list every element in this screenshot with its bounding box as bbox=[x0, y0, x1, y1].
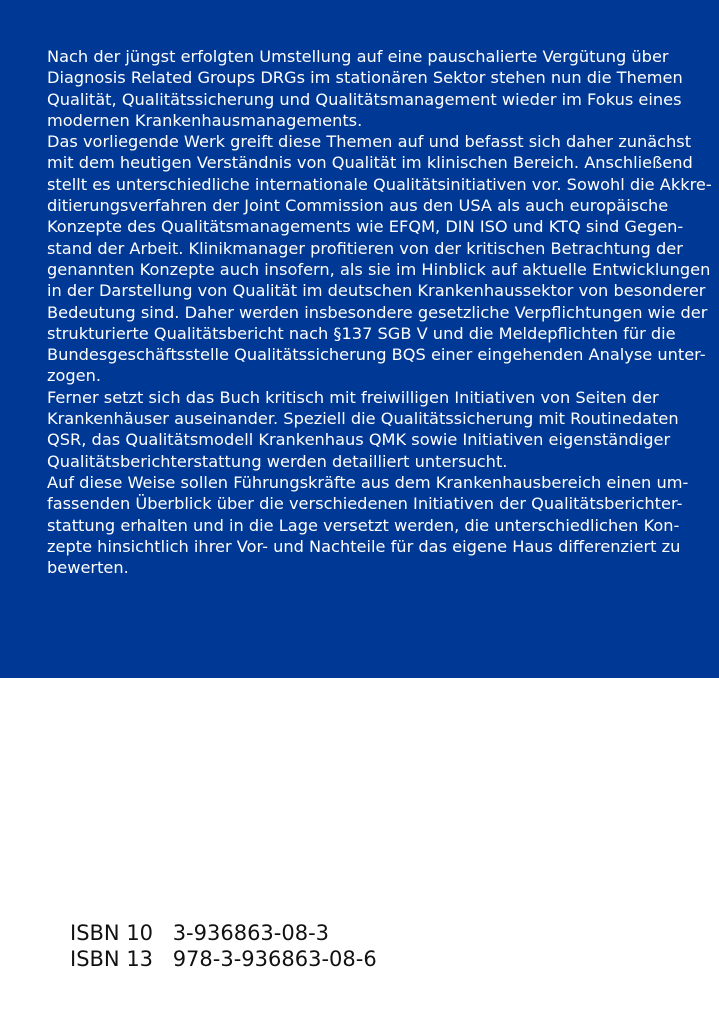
blurb-line: stattung erhalten und in die Lage versetzt werden, die unterschiedlichen Kon- bbox=[47, 515, 680, 535]
isbn-block bbox=[70, 920, 377, 972]
isbn-10-value: 3-936863-08-3 bbox=[172, 921, 330, 945]
blurb-line: bewerten. bbox=[47, 558, 129, 578]
blurb-line: Diagnosis Related Groups DRGs im stationären Sektor stehen nun die Themen bbox=[47, 68, 683, 88]
blurb-line: ditierungsverfahren der Joint Commission aus den USA als auch europäische bbox=[47, 196, 669, 216]
blurb-line: mit dem heutigen Verständnis von Qualität im klinischen Bereich. Anschließend bbox=[47, 153, 693, 173]
blurb-line: Bundesgeschäftsstelle Qualitätssicherung BQS einer eingehenden Analyse unter- bbox=[47, 345, 706, 365]
blurb-line: Qualitätsberichterstattung werden detailliert untersucht. bbox=[47, 451, 508, 471]
isbn-13-label: ISBN 13 bbox=[70, 947, 154, 971]
blurb-line: Das vorliegende Werk greift diese Themen auf und befasst sich daher zunächst bbox=[47, 132, 692, 152]
blurb-text bbox=[47, 46, 712, 578]
blurb-line: stand der Arbeit. Klinikmanager profitieren von der kritischen Betrachtung der bbox=[47, 238, 683, 258]
blurb-line: fassenden Überblick über die verschiedenen Initiativen der Qualitätsberichter- bbox=[47, 494, 683, 514]
blurb-line: strukturierte Qualitätsbericht nach §137 SGB V und die Meldepflichten für die bbox=[47, 323, 676, 343]
blurb-line: Krankenhäuser auseinander. Speziell die Qualitätssicherung mit Routinedaten bbox=[47, 409, 679, 429]
blurb-line: Auf diese Weise sollen Führungskräfte aus dem Krankenhausbereich einen um- bbox=[47, 472, 689, 492]
isbn-13-value: 978-3-936863-08-6 bbox=[172, 947, 377, 971]
blurb-line: zepte hinsichtlich ihrer Vor- und Nachteile für das eigene Haus differenziert zu bbox=[47, 536, 681, 556]
blurb-line: modernen Krankenhausmanagements. bbox=[47, 110, 363, 130]
blurb-line: Ferner setzt sich das Buch kritisch mit freiwilligen Initiativen von Seiten der bbox=[47, 387, 659, 407]
blurb-line: zogen. bbox=[47, 366, 102, 386]
blurb-line: in der Darstellung von Qualität im deutschen Krankenhaussektor von besonderer bbox=[47, 281, 706, 301]
blurb-line: Nach der jüngst erfolgten Umstellung auf eine pauschalierte Vergütung über bbox=[47, 47, 669, 66]
blurb-line: Bedeutung sind. Daher werden insbesondere gesetzliche Verpflichtungen wie der bbox=[47, 302, 708, 322]
blurb-line: genannten Konzepte auch insofern, als sie im Hinblick auf aktuelle Entwicklungen bbox=[47, 259, 711, 279]
blurb-line: Konzepte des Qualitätsmanagements wie EFQM, DIN ISO und KTQ sind Gegen- bbox=[47, 217, 684, 237]
blurb-line: QSR, das Qualitätsmodell Krankenhaus QMK sowie Initiativen eigenständiger bbox=[47, 430, 671, 450]
blurb-line: Qualität, Qualitätssicherung und Qualitätsmanagement wieder im Fokus eines bbox=[47, 89, 682, 109]
isbn-13-row bbox=[70, 946, 377, 972]
blurb-line: stellt es unterschiedliche internationale Qualitätsinitiativen vor. Sowohl die Akkre- bbox=[47, 174, 712, 194]
isbn-10-row bbox=[70, 920, 377, 946]
isbn-10-label: ISBN 10 bbox=[70, 921, 154, 945]
